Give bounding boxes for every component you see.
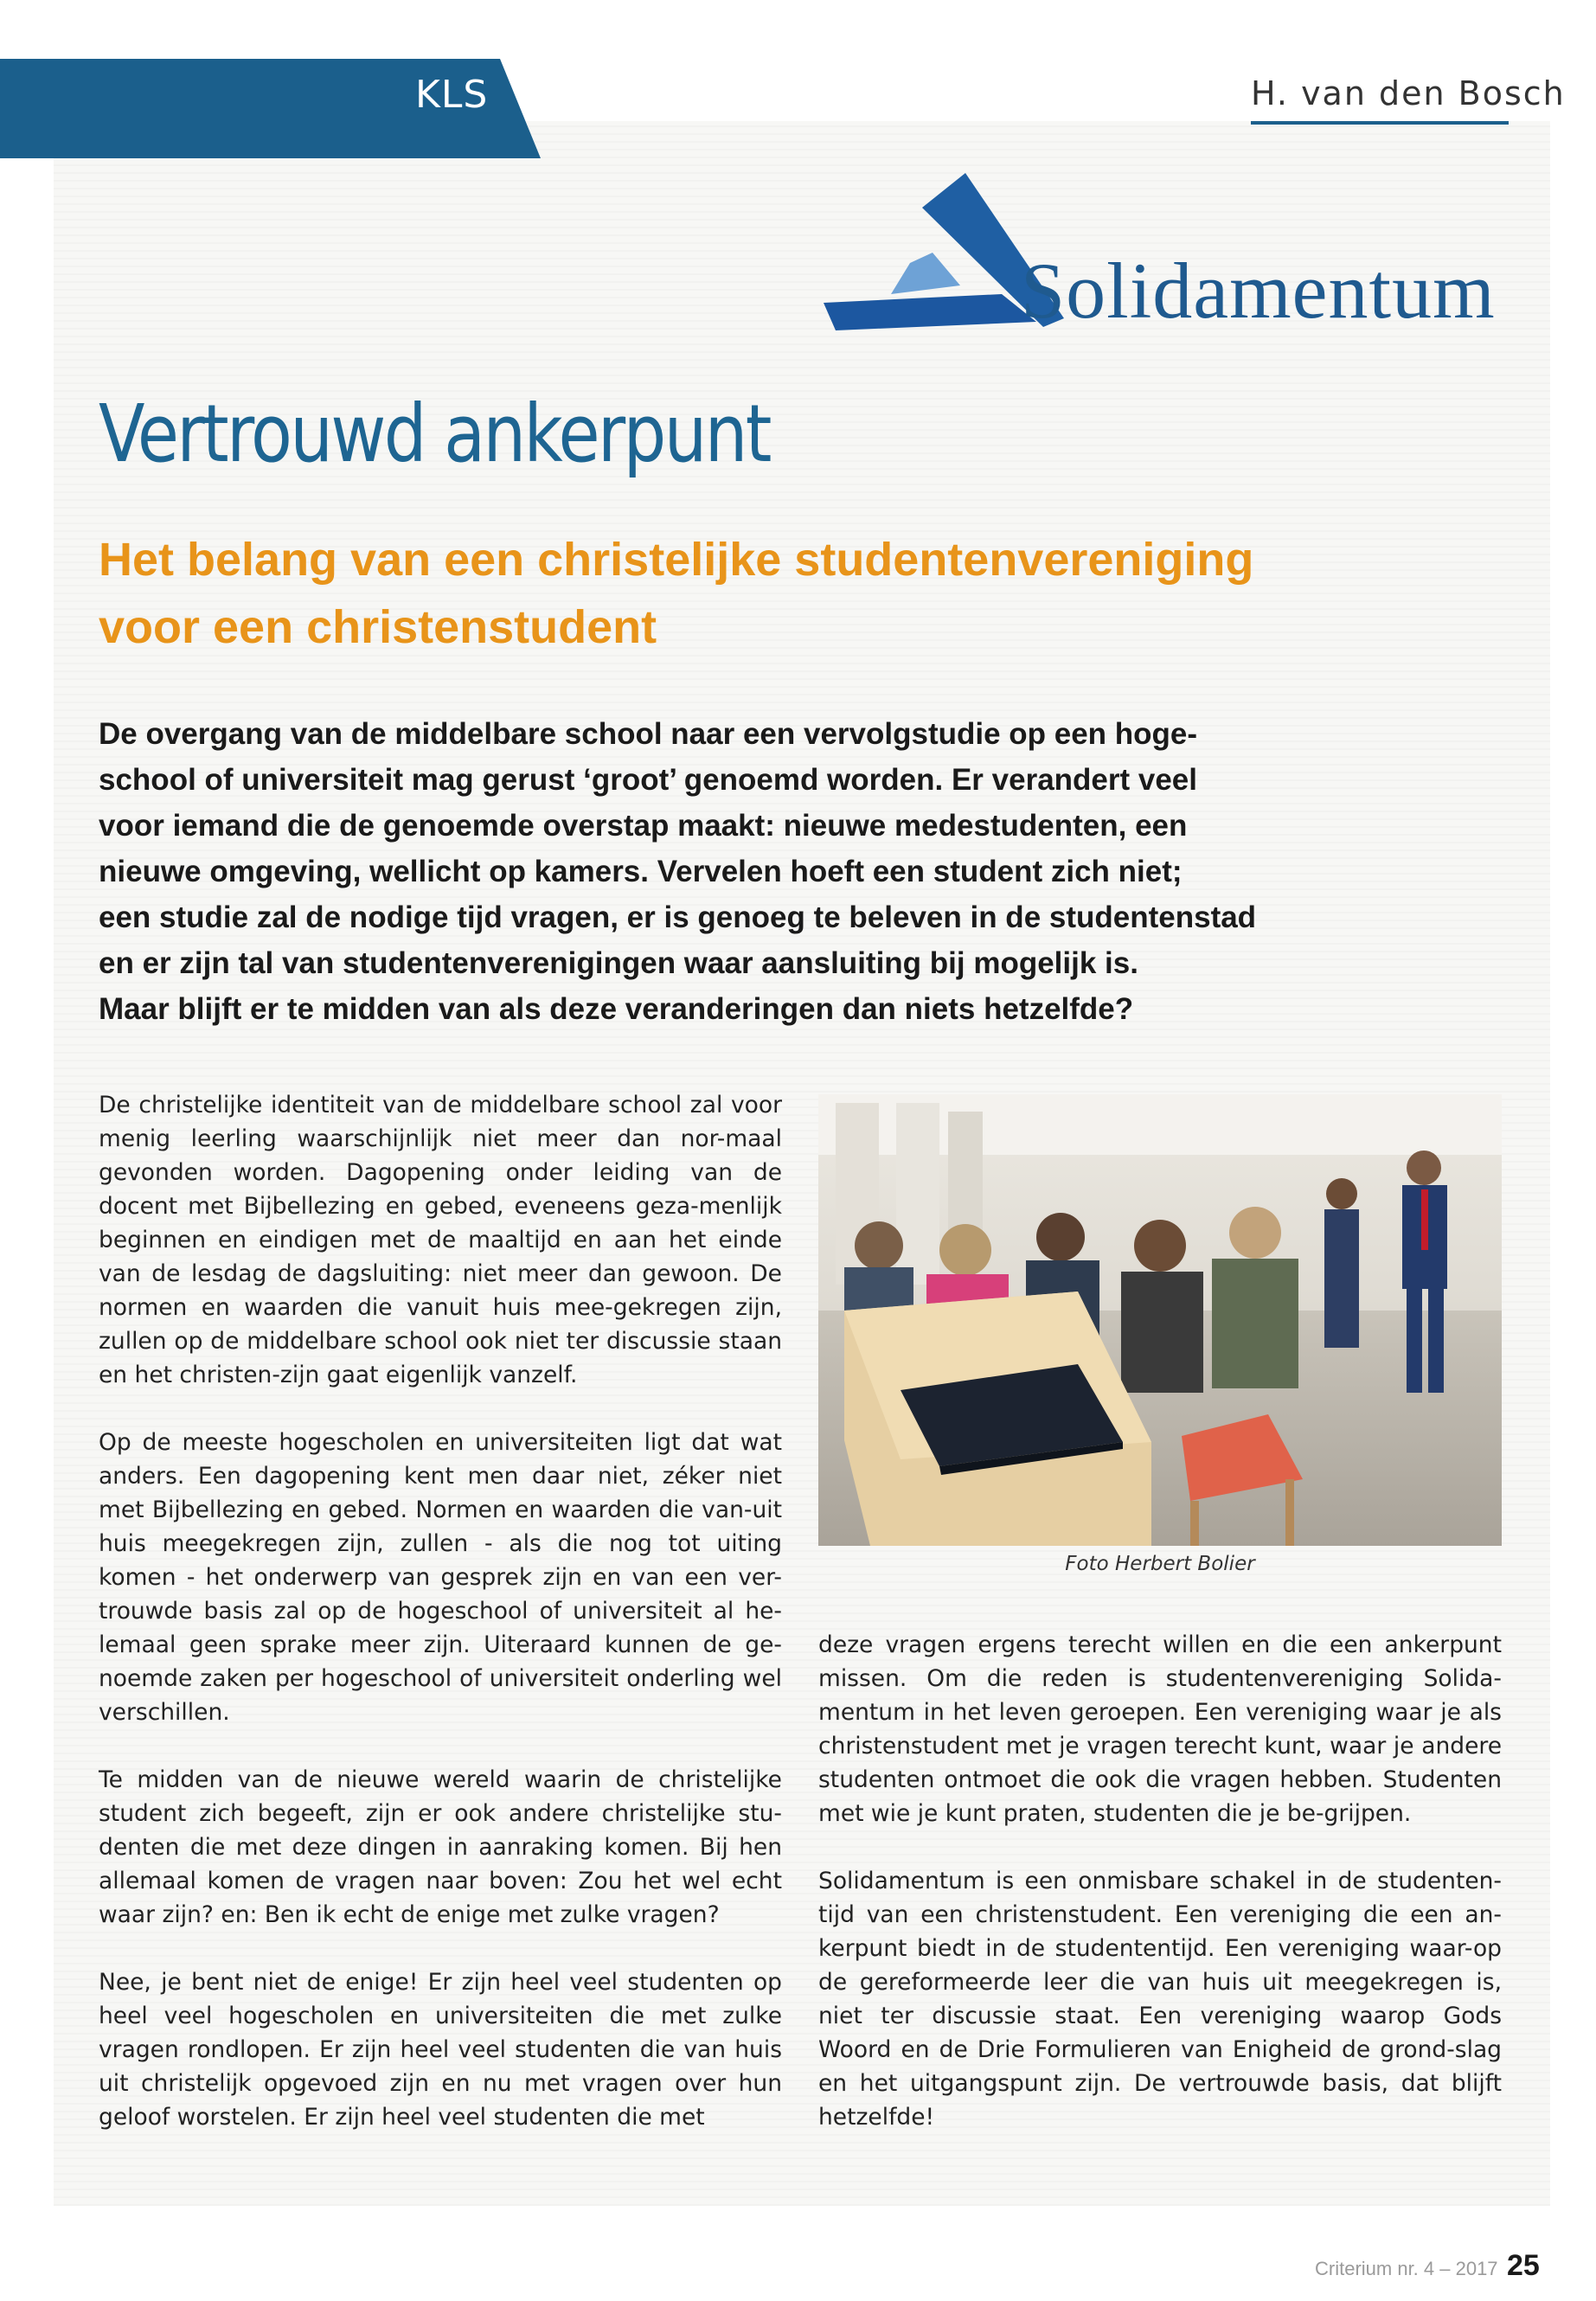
article-intro [99, 711, 1413, 1032]
subtitle-line: Het belang van een christelijke studentenvereniging [99, 534, 1254, 586]
author-name: H. van den Bosch [1251, 74, 1566, 112]
body-paragraph: Op de meeste hogescholen en universiteiten ligt dat wat anders. Een dagopening kent men daar niet, zéker niet met Bijbellezing en gebed. Normen en waarden die van-uit huis meegekregen zijn, zullen - als die nog tot uiting komen - het onderwerp van gesprek zijn en van een ver-trouwde basis zal op de hogeschool of universiteit al he-lemaal geen sprake meer zijn. Uiteraard kunnen de ge-noemde zaken per hogeschool of universiteit onderling wel verschillen. [99, 1429, 782, 1726]
page-number: 25 [1507, 2249, 1540, 2282]
intro-line: een studie zal de nodige tijd vragen, er is genoeg te beleven in de studentenstad [99, 901, 1257, 934]
article-photo [818, 1094, 1502, 1546]
body-paragraph: Nee, je bent niet de enige! Er zijn heel veel studenten op heel veel hogescholen en universiteiten die met zulke vragen rondlopen. Er zijn heel veel studenten die van huis uit christelijk opgevoed zijn en nu met vragen over hun geloof worstelen. Er zijn heel veel studenten die met [99, 1969, 782, 2131]
intro-line: De overgang van de middelbare school naar een vervolgstudie op een hoge- [99, 717, 1198, 751]
logo-wordmark: Solidamentum [1021, 247, 1496, 335]
publication-info: Criterium nr. 4 – 2017 [1315, 2258, 1498, 2279]
body-column-left [99, 1088, 782, 2168]
body-paragraph: deze vragen ergens terecht willen en die een ankerpunt missen. Om die reden is studentenvereniging Solida-mentum in het leven geroepen. Een vereniging waar je als christenstudent met je vragen terecht kunt, waar je andere studenten ontmoet die ook die vragen hebben. Studenten met wie je kunt praten, studenten die je be-grijpen. [818, 1631, 1502, 1827]
body-column-right [818, 1628, 1502, 2168]
intro-line: voor iemand die de genoemde overstap maakt: nieuwe medestudenten, een [99, 809, 1188, 843]
body-paragraph: Solidamentum is een onmisbare schakel in de studenten-tijd van een christenstudent. Een vereniging die een an-kerpunt biedt in de studententijd. Een vereniging waar-op de gereformeerde leer die van huis uit meegekregen is, niet ter discussie staat. Een vereniging waarop Gods Woord en de Drie Formulieren van Enigheid de grond-slag en het uitgangspunt zijn. De vertrouwde basis, dat blijft hetzelfde! [818, 1868, 1502, 2131]
article-subtitle [99, 526, 1396, 661]
article-title: Vertrouwd ankerpunt [99, 388, 770, 480]
intro-line: en er zijn tal van studentenverenigingen waar aansluiting bij mogelijk is. [99, 946, 1138, 980]
body-paragraph: Te midden van de nieuwe wereld waarin de christelijke student zich begeeft, zijn er ook andere christelijke stu-denten die met deze dingen in aanraking komen. Bij hen allemaal komen de vragen naar boven: Zou het wel echt waar zijn? en: Ben ik echt de enige met zulke vragen? [99, 1766, 782, 1928]
intro-line: nieuwe omgeving, wellicht op kamers. Vervelen hoeft een student zich niet; [99, 855, 1183, 888]
author-underline [1251, 121, 1509, 125]
subtitle-line: voor een christenstudent [99, 601, 657, 653]
intro-line: Maar blijft er te midden van als deze veranderingen dan niets hetzelfde? [99, 992, 1134, 1026]
section-label: KLS [415, 73, 489, 117]
photo-caption: Foto Herbert Bolier [1065, 1553, 1255, 1575]
body-paragraph: De christelijke identiteit van de middelbare school zal voor menig leerling waarschijnlijk niet meer dan nor-maal gevonden worden. Dagopening onder leiding van de docent met Bijbellezing en gebed, eveneens geza-menlijk beginnen en eindigen met de maaltijd en aan het einde van de lesdag de dagsluiting: niet meer dan gewoon. De normen en waarden die vanuit huis mee-gekregen zijn, zullen op de middelbare school ook niet ter discussie staan en het christen-zijn gaat eigenlijk vanzelf. [99, 1092, 782, 1388]
intro-line: school of universiteit mag gerust ‘groot’ genoemd worden. Er verandert veel [99, 763, 1197, 797]
